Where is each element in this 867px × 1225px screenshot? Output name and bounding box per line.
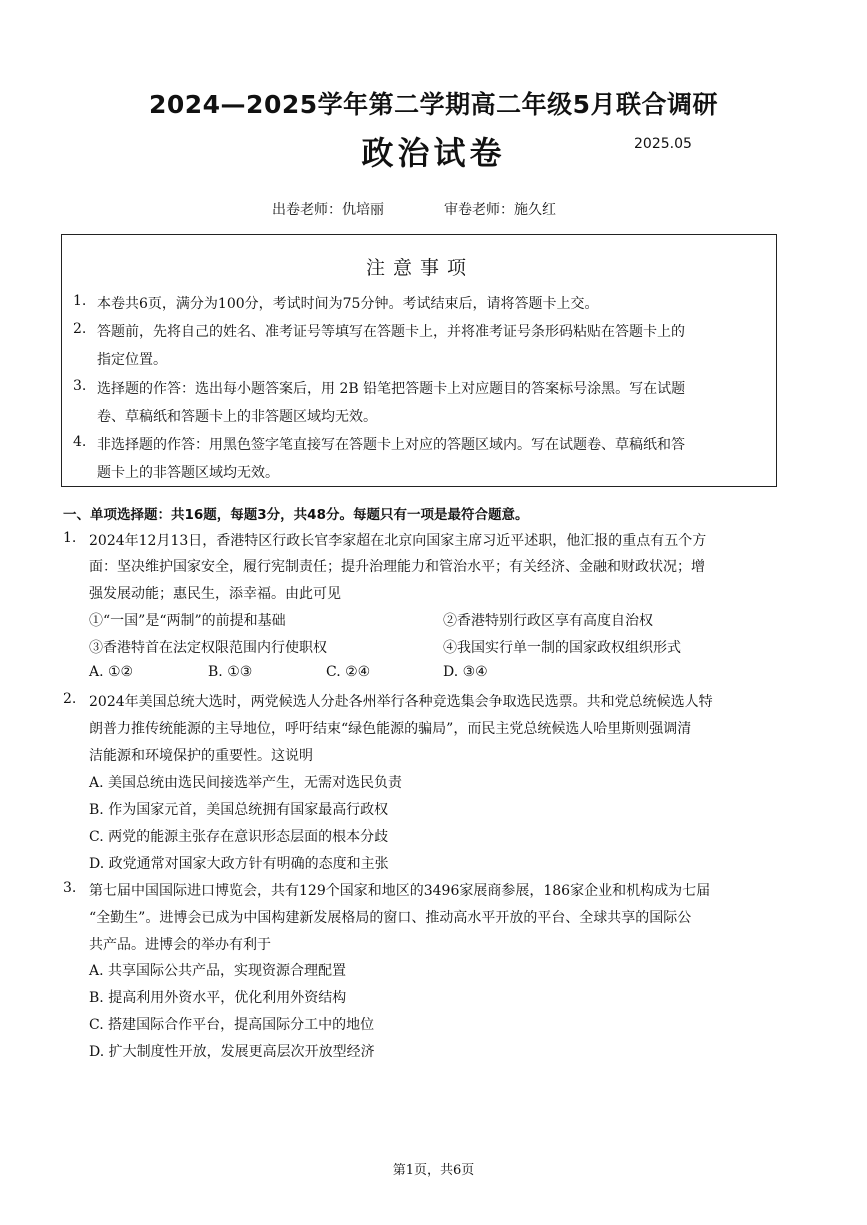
notice-item-1-line-1: 本卷共6页，满分为100分，考试时间为75分钟。考试结束后，请将答题卡上交。 bbox=[97, 296, 599, 312]
question-1-choice-b: B. ①③ bbox=[208, 664, 253, 680]
question-1-statement-2: ②香港特别行政区享有高度自治权 bbox=[443, 613, 653, 629]
question-3-option-d: D. 扩大制度性开放，发展更高层次开放型经济 bbox=[89, 1044, 375, 1060]
question-1-stem-line-1: 2024年12月13日，香港特区行政长官李家超在北京向国家主席习近平述职，他汇报的重点有五个方 bbox=[89, 533, 707, 549]
notice-item-2-line-1: 答题前，先将自己的姓名、准考证号等填写在答题卡上，并将准考证号条形码粘贴在答题卡上的 bbox=[97, 324, 685, 340]
question-2-number: 2. bbox=[63, 691, 77, 707]
question-2-option-b: B. 作为国家元首，美国总统拥有国家最高行政权 bbox=[89, 802, 389, 818]
question-3-stem-line-3: 共产品。进博会的举办有利于 bbox=[89, 937, 271, 953]
question-1-stem-line-2: 面：坚决维护国家安全，履行宪制责任；提升治理能力和管治水平；有关经济、金融和财政状况；增 bbox=[89, 559, 705, 575]
notice-item-2-num: 2. bbox=[73, 321, 87, 337]
reviewer-teacher: 审卷老师：施久红 bbox=[444, 202, 556, 218]
question-3-option-a: A. 共享国际公共产品，实现资源合理配置 bbox=[89, 963, 347, 979]
notice-item-4-line-1: 非选择题的作答：用黑色签字笔直接写在答题卡上对应的答题区域内。写在试题卷、草稿纸和答 bbox=[97, 437, 685, 453]
question-3-option-c: C. 搭建国际合作平台，提高国际分工中的地位 bbox=[89, 1017, 375, 1033]
question-2-stem-line-2: 朗普力推传统能源的主导地位，呼吁结束“绿色能源的骗局”，而民主党总统候选人哈里斯则强调清 bbox=[89, 721, 692, 737]
notice-box bbox=[61, 234, 777, 487]
question-1-statement-3: ③香港特首在法定权限范围内行使职权 bbox=[89, 640, 327, 656]
notice-item-3-num: 3. bbox=[73, 378, 87, 394]
question-1-number: 1. bbox=[63, 530, 77, 546]
notice-item-2-line-2: 指定位置。 bbox=[97, 352, 167, 368]
notice-item-3-line-2: 卷、草稿纸和答题卡上的非答题区域均无效。 bbox=[97, 409, 377, 425]
question-2-option-c: C. 两党的能源主张存在意识形态层面的根本分歧 bbox=[89, 829, 389, 845]
question-1-choice-c: C. ②④ bbox=[326, 664, 371, 680]
exam-date: 2025.05 bbox=[634, 136, 692, 152]
question-1-choice-d: D. ③④ bbox=[443, 664, 488, 680]
section-heading: 一、单项选择题：共16题，每题3分，共48分。每题只有一项是最符合题意。 bbox=[63, 507, 529, 523]
question-2-stem-line-3: 洁能源和环境保护的重要性。这说明 bbox=[89, 748, 313, 764]
question-3-number: 3. bbox=[63, 880, 77, 896]
question-2-stem-line-1: 2024年美国总统大选时，两党候选人分赴各州举行各种竞选集会争取选民选票。共和党总统候选人特 bbox=[89, 694, 713, 710]
question-1-statement-1: ①“一国”是“两制”的前提和基础 bbox=[89, 613, 286, 629]
question-3-stem-line-1: 第七届中国国际进口博览会，共有129个国家和地区的3496家展商参展，186家企业和机构成为七届 bbox=[89, 883, 711, 899]
author-teacher: 出卷老师：仇培丽 bbox=[272, 202, 384, 218]
page-number: 第1页，共6页 bbox=[392, 1163, 475, 1178]
question-2-option-a: A. 美国总统由选民间接选举产生，无需对选民负责 bbox=[89, 775, 403, 791]
question-1-statement-4: ④我国实行单一制的国家政权组织形式 bbox=[443, 640, 681, 656]
notice-item-4-num: 4. bbox=[73, 434, 87, 450]
question-2-option-d: D. 政党通常对国家大政方针有明确的态度和主张 bbox=[89, 856, 389, 872]
notice-item-1-num: 1. bbox=[73, 293, 87, 309]
question-1-stem-line-3: 强发展动能；惠民生，添幸福。由此可见 bbox=[89, 586, 341, 602]
notice-item-3-line-1: 选择题的作答：选出每小题答案后，用 2B 铅笔把答题卡上对应题目的答案标号涂黑。写在试题 bbox=[97, 381, 686, 397]
notice-title: 注意事项 bbox=[365, 257, 474, 279]
exam-title-line2: 政治试卷 bbox=[361, 134, 506, 172]
question-3-stem-line-2: “全勤生”。进博会已成为中国构建新发展格局的窗口、推动高水平开放的平台、全球共享的国际公 bbox=[89, 910, 692, 926]
exam-title-line1: 2024—2025学年第二学期高二年级5月联合调研 bbox=[148, 90, 719, 119]
notice-item-4-line-2: 题卡上的非答题区域均无效。 bbox=[97, 465, 279, 481]
question-1-choice-a: A. ①② bbox=[89, 664, 134, 680]
question-3-option-b: B. 提高利用外资水平，优化利用外资结构 bbox=[89, 990, 347, 1006]
